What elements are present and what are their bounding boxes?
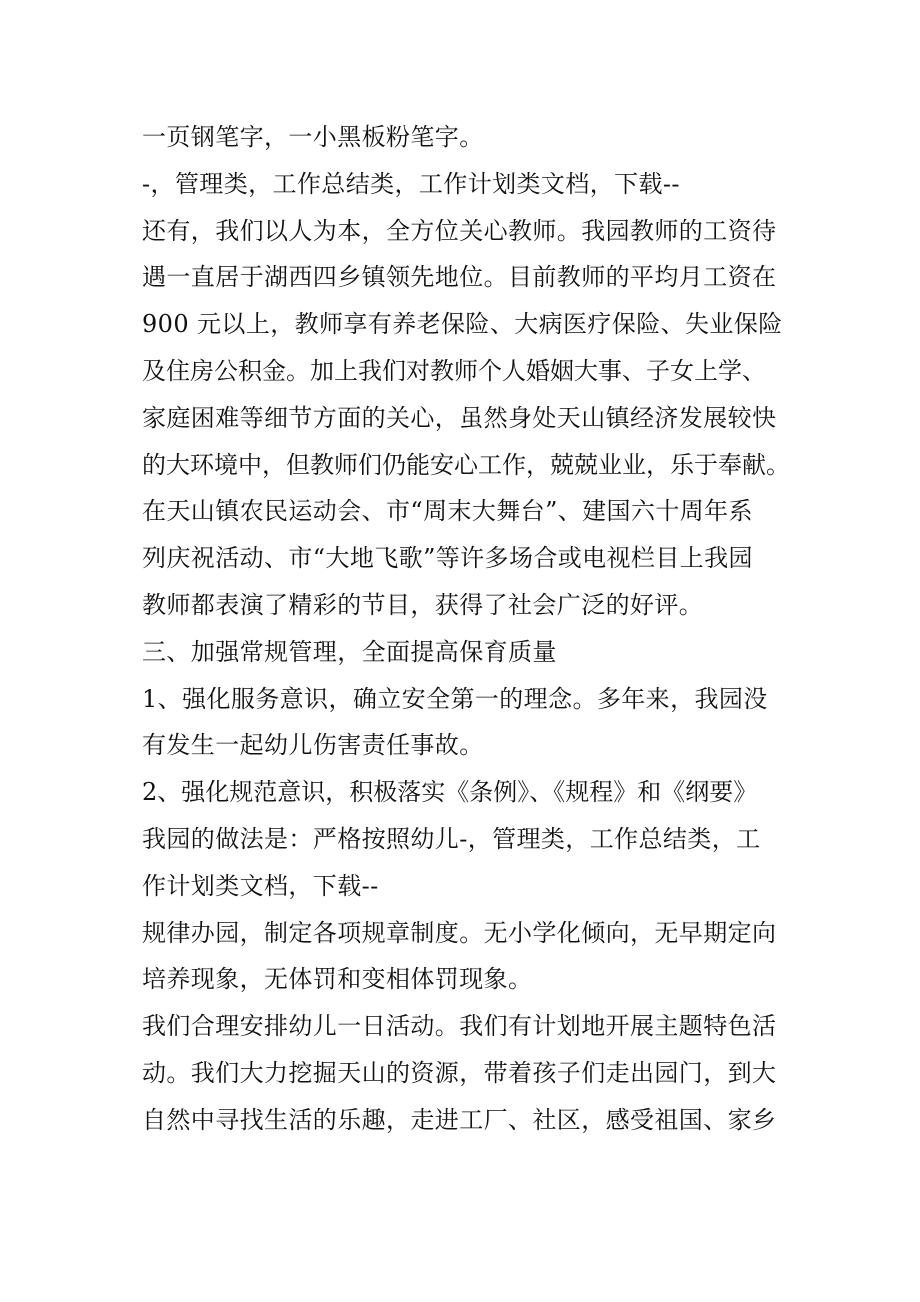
document-body: [142, 114, 792, 1144]
text-line: 动。我们大力挖掘天山的资源，带着孩子们走出园门，到大: [142, 1058, 777, 1087]
text-line: 遇一直居于湖西四乡镇领先地位。目前教师的平均月工资在: [142, 263, 777, 292]
section-heading: 三、加强常规管理，全面提高保育质量: [142, 637, 557, 666]
text-line: 一页钢笔字，一小黑板粉笔字。: [142, 123, 484, 151]
text-line: 列庆祝活动、市“大地飞歌”等许多场合或电视栏目上我园: [142, 544, 753, 573]
text-line: 家庭困难等细节方面的关心，虽然身处天山镇经济发展较快: [142, 403, 777, 432]
text-line: 我们合理安排幼儿一日活动。我们有计划地开展主题特色活: [142, 1012, 777, 1041]
text-line: -，管理类，工作总结类，工作计划类文档，下载--: [142, 169, 680, 198]
text-line: 作计划类文档，下载--: [142, 871, 379, 900]
text-line: 900 元以上，教师享有养老保险、大病医疗保险、失业保险: [142, 310, 783, 339]
text-line: 有发生一起幼儿伤害责任事故。: [142, 731, 484, 760]
text-line: 还有，我们以人为本，全方位关心教师。我园教师的工资待: [142, 216, 777, 245]
text-line: 及住房公积金。加上我们对教师个人婚姻大事、子女上学、: [142, 356, 766, 385]
text-line: 我园的做法是：严格按照幼儿-，管理类，工作总结类，工: [142, 824, 761, 853]
text-line: 的大环境中，但教师们仍能安心工作，兢兢业业，乐于奉献。: [142, 450, 790, 479]
text-line: 在天山镇农民运动会、市“周末大舞台”、建国六十周年系: [142, 497, 753, 526]
text-line: 2、强化规范意识，积极落实《条例》、《规程》和《纲要》: [142, 778, 758, 807]
text-line: 规律办园，制定各项规章制度。无小学化倾向，无早期定向: [142, 918, 777, 947]
text-line: 自然中寻找生活的乐趣，走进工厂、社区，感受祖国、家乡: [142, 1105, 777, 1134]
text-line: 1、强化服务意识，确立安全第一的理念。多年来，我园没: [142, 684, 768, 713]
text-line: 教师都表演了精彩的节目，获得了社会广泛的好评。: [142, 590, 704, 619]
text-line: 培养现象，无体罚和变相体罚现象。: [142, 965, 533, 994]
